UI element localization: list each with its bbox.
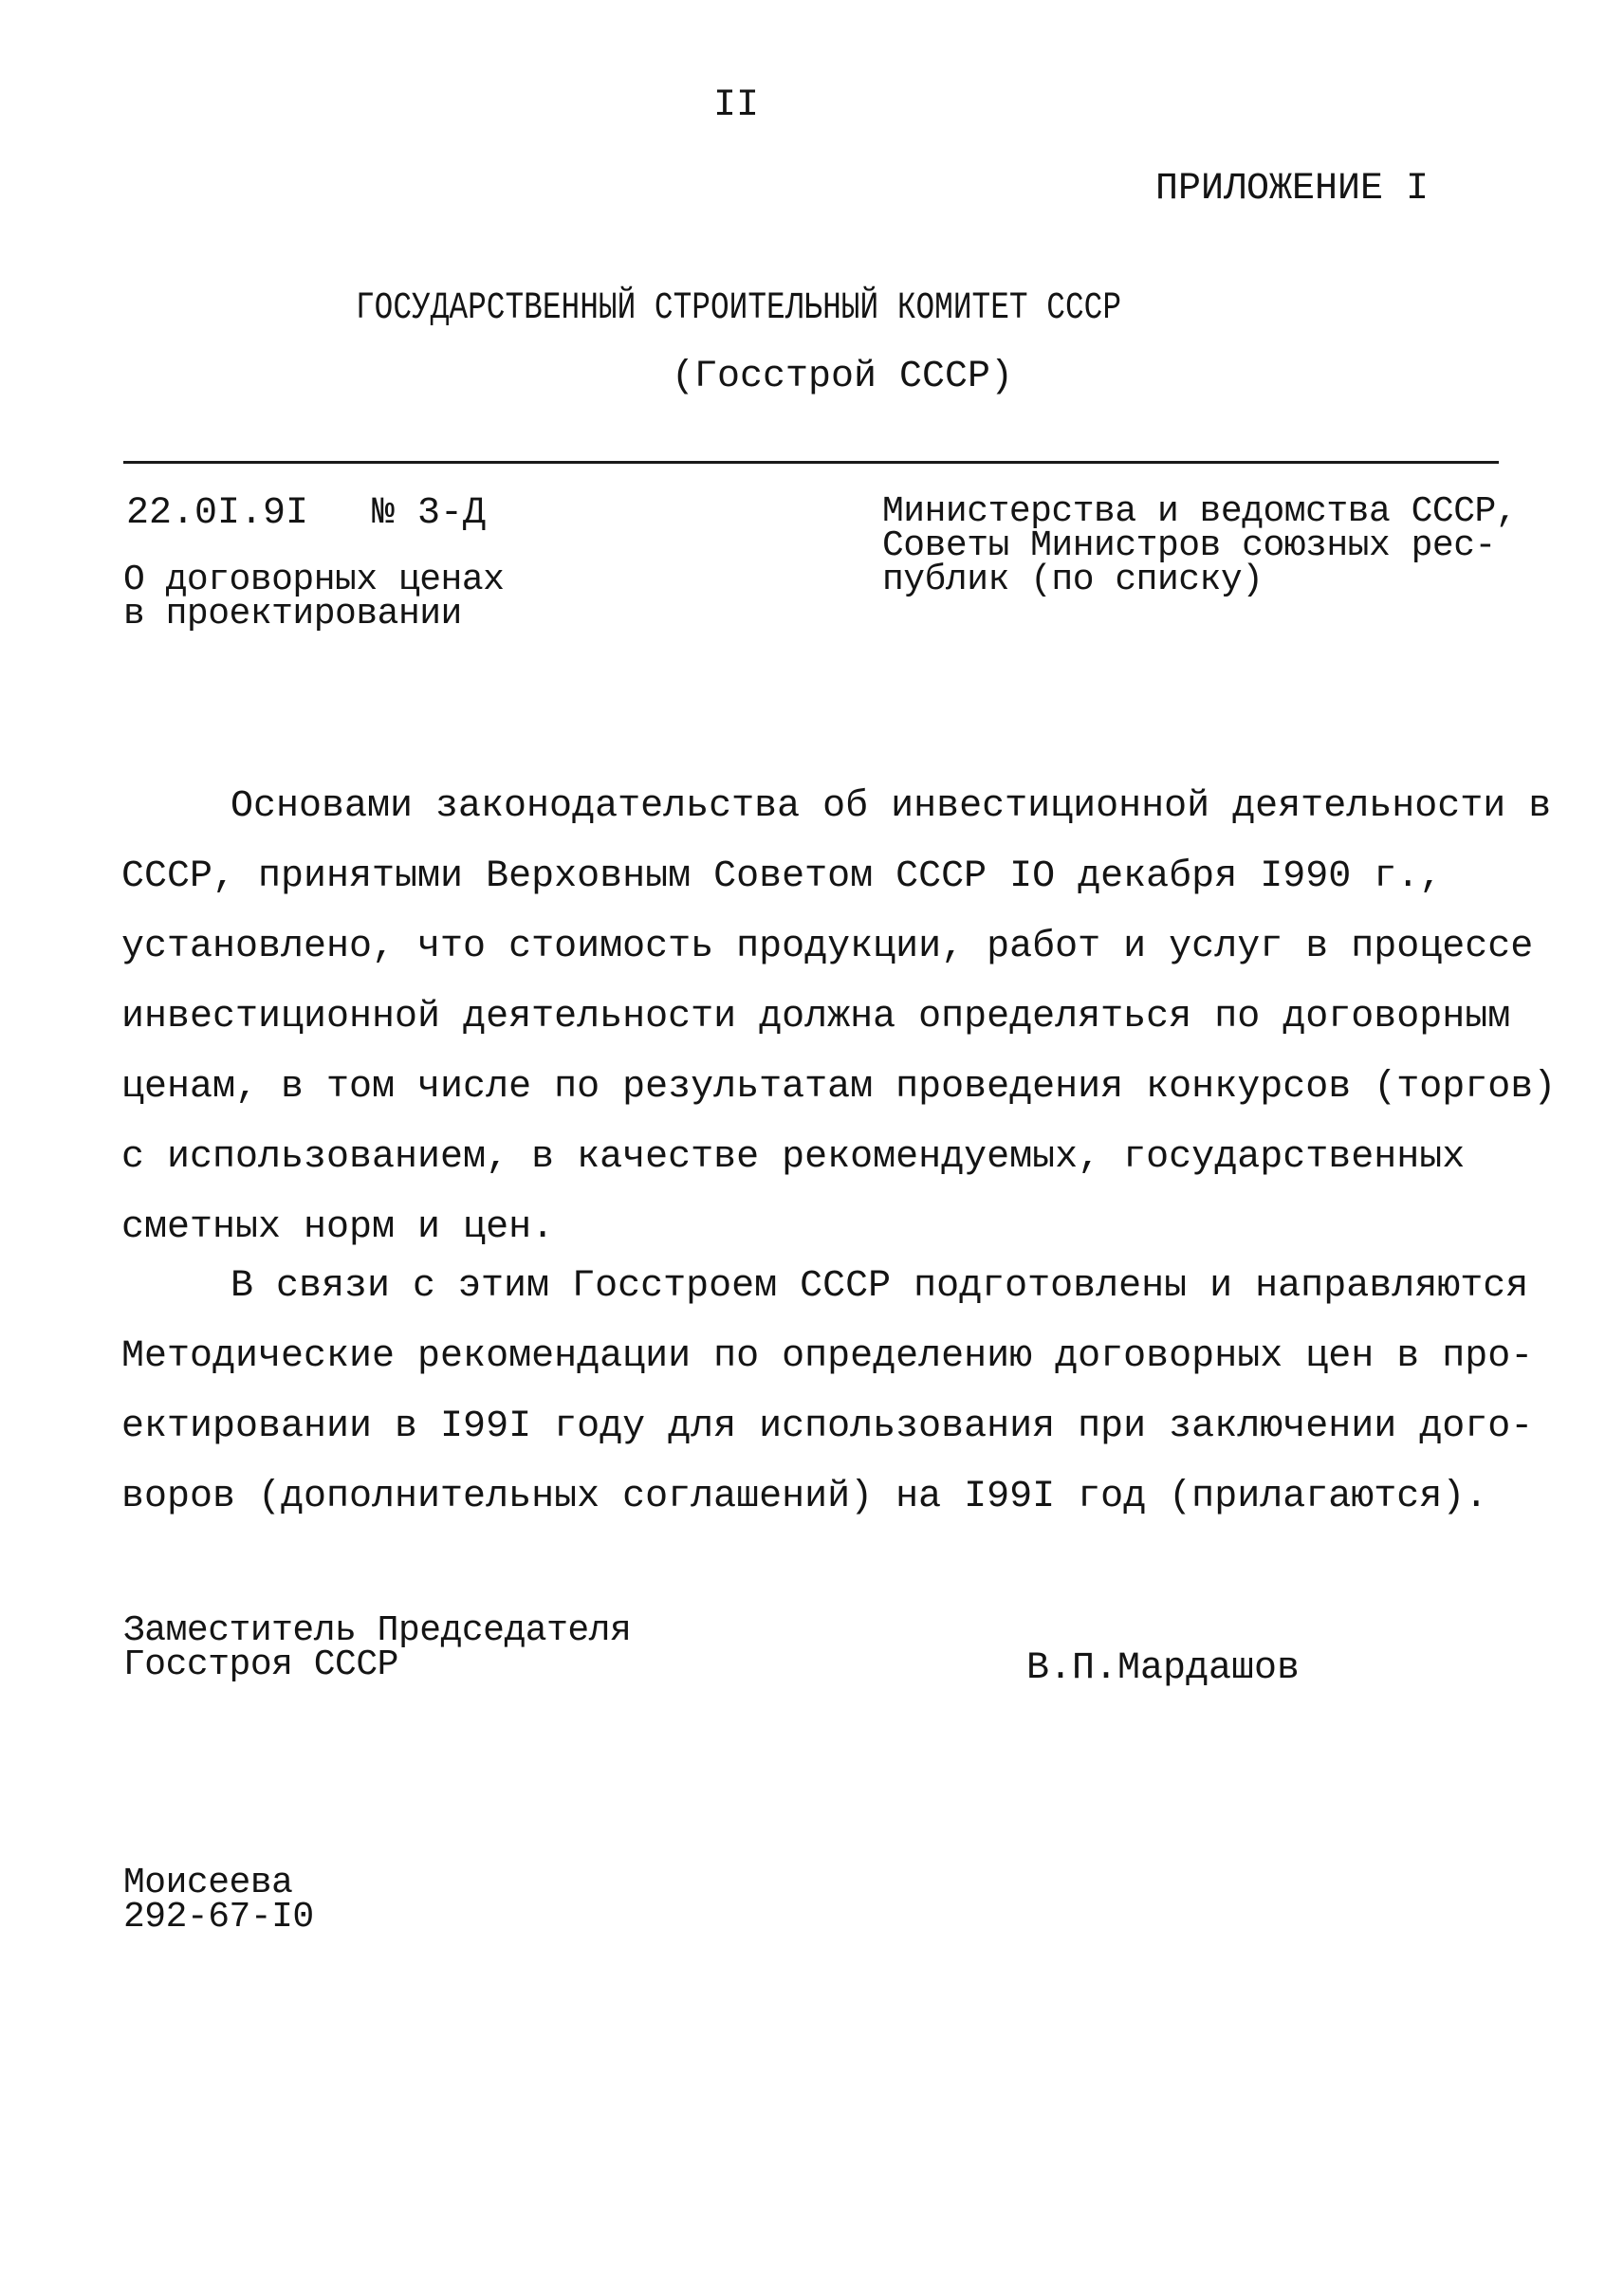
body-paragraph-2 [121, 1252, 1533, 1533]
executor-phone: 292-67-I0 [123, 1897, 314, 1938]
paragraph-line: сметных норм и цен. [121, 1206, 555, 1249]
paragraph-line: воров (дополнительных соглашений) на I99I год (прилагаются). [121, 1476, 1488, 1518]
paragraph-line: В связи с этим Госстроем СССР подготовлены и направляются [231, 1265, 1529, 1308]
signatory-title [123, 1610, 632, 1685]
appendix-label: ПРИЛОЖЕНИЕ I [1155, 168, 1430, 211]
body-paragraph-1 [121, 772, 1556, 1263]
organization-title: ГОСУДАРСТВЕННЫЙ СТРОИТЕЛЬНЫЙ КОМИТЕТ СССР [356, 287, 1122, 330]
recipient-block [882, 491, 1518, 600]
paragraph-line: СССР, принятыми Верховным Советом СССР IO декабря I990 г., [121, 855, 1443, 898]
document-date: 22.0I.9I [126, 492, 309, 535]
page-number: II [713, 84, 760, 127]
recipient-line: Советы Министров союзных рес- [882, 525, 1496, 566]
executor-name: Моисеева [123, 1863, 293, 1903]
signatory-title-line: Госстроя СССР [123, 1644, 398, 1685]
paragraph-line: с использованием, в качестве рекомендуемых, государственных [121, 1136, 1466, 1179]
recipient-line: Министерства и ведомства СССР, [882, 491, 1518, 532]
header-divider [123, 461, 1499, 464]
paragraph-line: ценам, в том числе по результатам проведения конкурсов (торгов) [121, 1066, 1557, 1109]
paragraph-line: установлено, что стоимость продукции, работ и услуг в процессе [121, 926, 1534, 968]
paragraph-line: инвестиционной деятельности должна определяться по договорным [121, 996, 1511, 1038]
subject-line: в проектировании [123, 594, 462, 634]
document-number: № 3-Д [372, 492, 487, 535]
paragraph-line: Основами законодательства об инвестиционной деятельности в [231, 785, 1552, 828]
signatory-title-line: Заместитель Председателя [123, 1610, 632, 1651]
executor-info [123, 1863, 314, 1938]
organization-short-name: (Госстрой СССР) [672, 356, 1014, 398]
signatory-name: В.П.Мардашов [1026, 1647, 1301, 1690]
paragraph-line: ектировании в I99I году для использования при заключении дого- [121, 1405, 1534, 1448]
subject-line: О договорных ценах [123, 560, 505, 600]
paragraph-line: Методические рекомендации по определению договорных цен в про- [121, 1335, 1534, 1378]
recipient-line: публик (по списку) [882, 560, 1264, 600]
document-subject [123, 560, 505, 634]
